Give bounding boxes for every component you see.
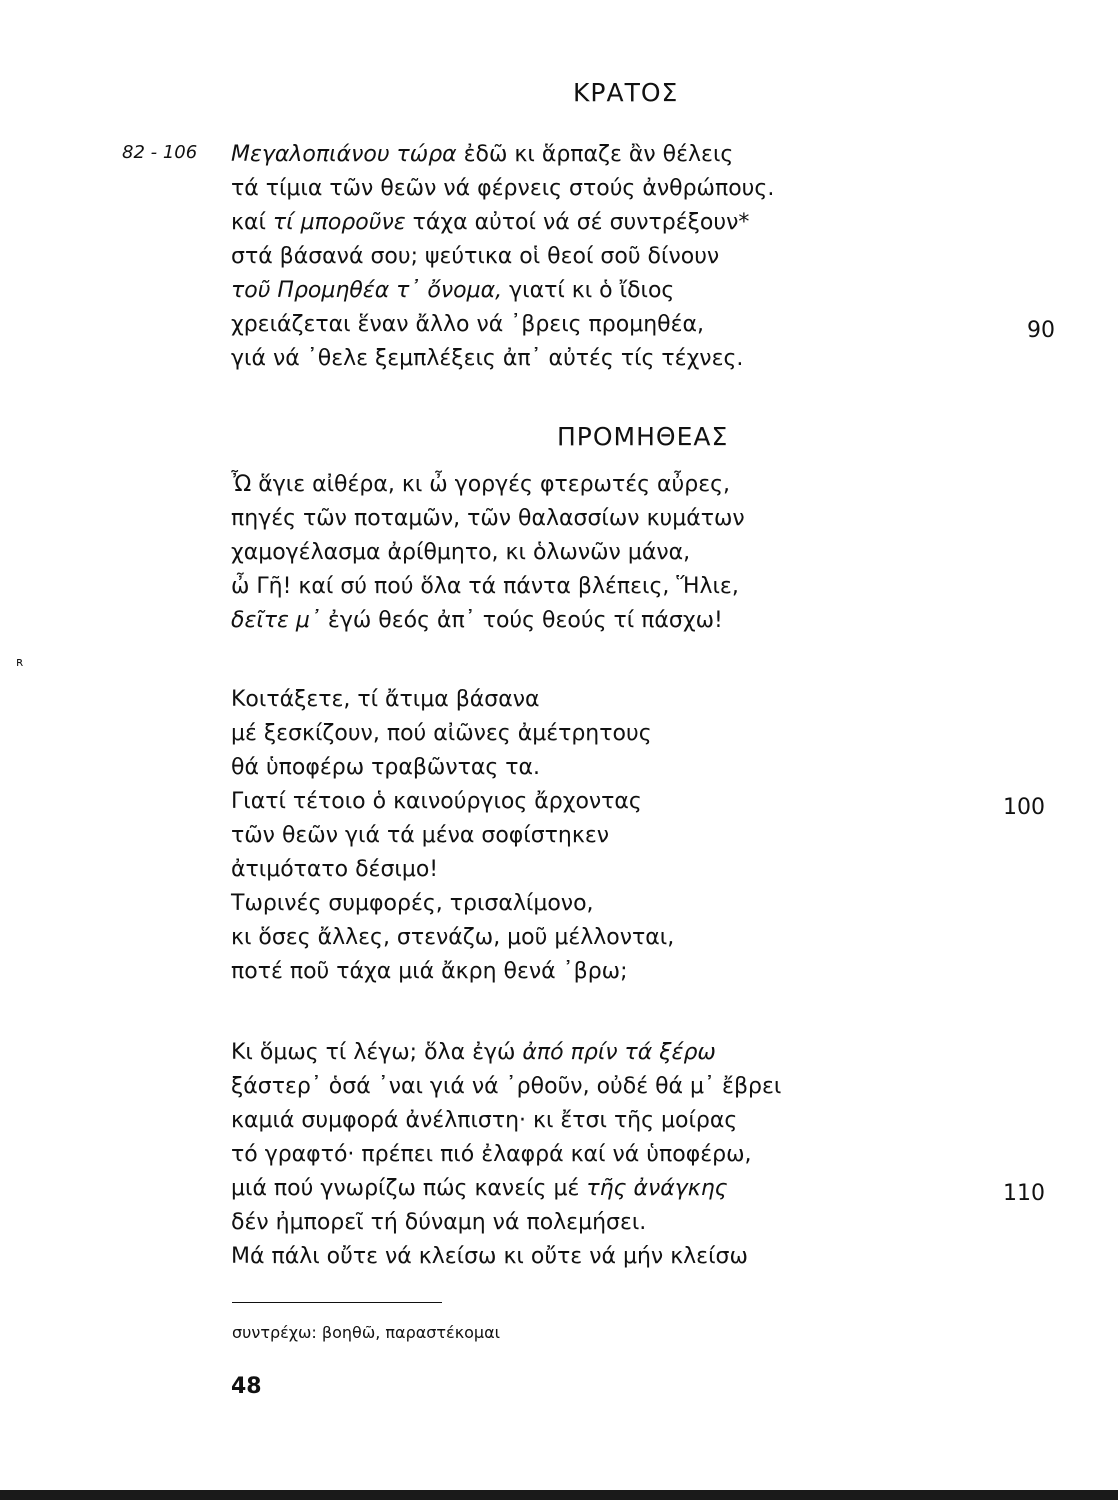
- verse-line: [231, 240, 991, 274]
- verse-line: [231, 1036, 991, 1070]
- verse-text: καί: [231, 210, 273, 235]
- verse-text: μιά πού γνωρίζω πώς κανείς μέ: [231, 1176, 587, 1201]
- verse-line: [231, 785, 991, 819]
- verse-line: [231, 1206, 991, 1240]
- verse-text: τάχα αὐτοί νά σέ συντρέξουν*: [405, 210, 750, 235]
- verse-line: [231, 342, 991, 376]
- line-number-100: 100: [1003, 795, 1045, 820]
- prometheas-stanza-1: [231, 468, 991, 638]
- verse-text: δέν ἠμπορεῖ τή δύναμη νά πολεμήσει.: [231, 1210, 647, 1235]
- verse-text: ἐγώ θεός ἀπ᾽ τούς θεούς τί πάσχω!: [320, 608, 723, 633]
- verse-text: κι ὅσες ἄλλες, στενάζω, μοῦ μέλλονται,: [231, 925, 675, 950]
- verse-line: [231, 819, 991, 853]
- footnote: συντρέχω: βοηθῶ, παραστέκομαι: [232, 1323, 501, 1342]
- verse-text: Κοιτάξετε, τί ἄτιμα βάσανα: [231, 687, 540, 712]
- verse-text: θά ὑποφέρω τραβῶντας τα.: [231, 755, 541, 780]
- speaker-prometheas: ΠΡΟΜΗΘΕΑΣ: [557, 422, 729, 451]
- verse-line: [231, 683, 991, 717]
- verse-text: ποτέ ποῦ τάχα μιά ἄκρη θενά ᾽βρω;: [231, 959, 628, 984]
- verse-line: [231, 717, 991, 751]
- verse-line: [231, 1070, 991, 1104]
- verse-line: [231, 274, 991, 308]
- italic-phrase: τοῦ Προμηθέα τ᾽ ὄνομα,: [231, 278, 503, 303]
- line-number-110: 110: [1003, 1181, 1045, 1206]
- verse-text: Τωρινές συμφορές, τρισαλίμονο,: [231, 891, 594, 916]
- page-number: 48: [231, 1374, 262, 1399]
- italic-phrase: Μεγαλοπιάνου τώρα: [231, 142, 457, 167]
- kratos-verse: [231, 138, 991, 376]
- verse-text: τῶν θεῶν γιά τά μένα σοφίστηκεν: [231, 823, 610, 848]
- margin-mark: ʀ: [16, 655, 24, 669]
- italic-phrase: ἀπό πρίν τά ξέρω: [522, 1040, 716, 1065]
- verse-line: [231, 1172, 991, 1206]
- verse-line: [231, 853, 991, 887]
- verse-line: [231, 536, 991, 570]
- verse-text: Γιατί τέτοιο ὁ καινούργιος ἄρχοντας: [231, 789, 642, 814]
- italic-phrase: τῆς ἀνάγκης: [586, 1176, 728, 1201]
- verse-line: [231, 138, 991, 172]
- prometheas-stanza-2: [231, 683, 991, 989]
- verse-text: τό γραφτό· πρέπει πιό ἐλαφρά καί νά ὑποφέρω,: [231, 1142, 752, 1167]
- verse-line: [231, 887, 991, 921]
- verse-text: γιά νά ᾽θελε ξεμπλέξεις ἀπ᾽ αὐτές τίς τέχνες.: [231, 346, 744, 371]
- verse-line: [231, 468, 991, 502]
- verse-text: γιατί κι ὁ ἴδιος: [502, 278, 675, 303]
- line-range-reference: 82 - 106: [122, 142, 198, 163]
- verse-text: τά τίμια τῶν θεῶν νά φέρνεις στούς ἀνθρώπους.: [231, 176, 775, 201]
- footnote-divider: [232, 1302, 442, 1303]
- verse-text: χαμογέλασμα ἀρίθμητο, κι ὁλωνῶν μάνα,: [231, 540, 691, 565]
- verse-line: [231, 172, 991, 206]
- verse-line: [231, 1104, 991, 1138]
- verse-text: ἀτιμότατο δέσιμο!: [231, 857, 439, 882]
- verse-line: [231, 921, 991, 955]
- verse-line: [231, 206, 991, 240]
- line-number-90: 90: [1027, 318, 1055, 343]
- verse-text: ὦ Γῆ! καί σύ πού ὅλα τά πάντα βλέπεις, Ἥλιε,: [231, 574, 739, 599]
- verse-text: ἐδῶ κι ἅρπαζε ἂν θέλεις: [456, 142, 734, 167]
- verse-line: [231, 751, 991, 785]
- verse-line: [231, 502, 991, 536]
- verse-text: χρειάζεται ἕναν ἄλλο νά ᾽βρεις προμηθέα,: [231, 312, 704, 337]
- verse-text: καμιά συμφορά ἀνέλπιστη· κι ἔτσι τῆς μοίρας: [231, 1108, 738, 1133]
- verse-line: [231, 1240, 991, 1274]
- verse-text: στά βάσανά σου; ψεύτικα οἱ θεοί σοῦ δίνουν: [231, 244, 720, 269]
- prometheas-stanza-3: [231, 1036, 991, 1274]
- verse-text: μέ ξεσκίζουν, πού αἰῶνες ἀμέτρητους: [231, 721, 652, 746]
- verse-line: [231, 955, 991, 989]
- speaker-kratos: ΚΡΑΤΟΣ: [573, 78, 679, 107]
- italic-phrase: δεῖτε μ᾽: [231, 608, 321, 633]
- verse-text: ξάστερ᾽ ὁσά ᾽ναι γιά νά ᾽ρθοῦν, οὐδέ θά μ᾽ ἔβρει: [231, 1074, 782, 1099]
- verse-text: Ὦ ἅγιε αἰθέρα, κι ὦ γοργές φτερωτές αὖρες,: [231, 472, 731, 497]
- verse-text: Μά πάλι οὔτε νά κλείσω κι οὔτε νά μήν κλείσω: [231, 1244, 748, 1269]
- verse-line: [231, 604, 991, 638]
- scan-edge-shadow: [0, 1490, 1118, 1500]
- verse-line: [231, 1138, 991, 1172]
- verse-text: πηγές τῶν ποταμῶν, τῶν θαλασσίων κυμάτων: [231, 506, 745, 531]
- verse-text: Κι ὅμως τί λέγω; ὅλα ἐγώ: [231, 1040, 523, 1065]
- italic-phrase: τί μποροῦνε: [272, 210, 406, 235]
- verse-line: [231, 308, 991, 342]
- verse-line: [231, 570, 991, 604]
